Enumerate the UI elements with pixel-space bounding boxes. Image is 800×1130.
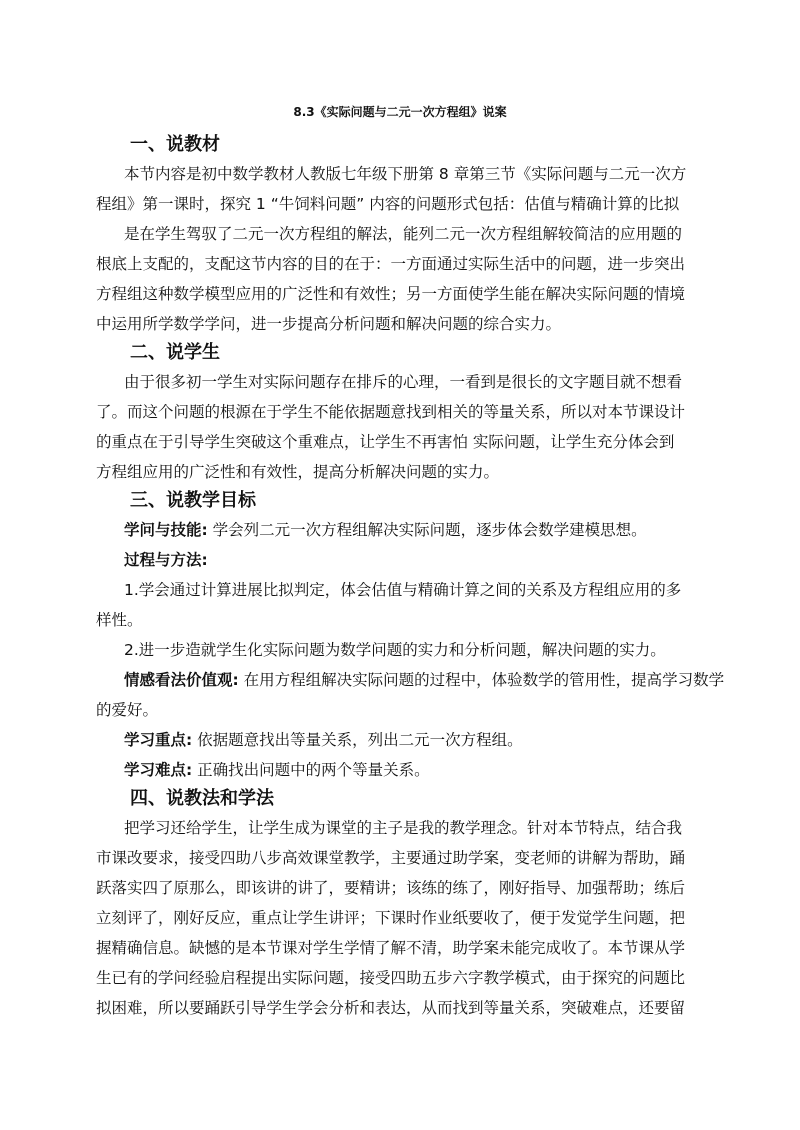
paragraph-line: 把学习还给学生，让学生成为课堂的主子是我的教学理念。针对本节特点，结合我	[124, 819, 683, 837]
paragraph-line: 握精确信息。缺憾的是本节课对学生学情了解不清，助学案未能完成收了。本节课从学	[96, 939, 686, 957]
objective-text: 学会列二元一次方程组解决实际问题，逐步体会数学建模思想。	[207, 521, 647, 539]
objective-label: 学习难点:	[124, 761, 193, 779]
objective-label: 学习重点:	[124, 731, 193, 749]
section-heading-textbook: 一、说教材	[130, 134, 220, 155]
section-heading-methods: 四、说教法和学法	[130, 788, 274, 809]
objective-text: 在用方程组解决实际问题的过程中，体验数学的管用性，提高学习数学	[238, 671, 725, 689]
paragraph-line: 了。而这个问题的根源在于学生不能依据题意找到相关的等量关系，所以对本节课设计	[96, 403, 686, 421]
paragraph-line: 的爱好。	[96, 701, 159, 719]
section-heading-students: 二、说学生	[130, 342, 220, 363]
objective-label: 情感看法价值观:	[124, 671, 239, 689]
paragraph-line: 拟困难，所以要踊跃引导学生学会分析和表达，从而找到等量关系，突破难点，还要留	[96, 999, 686, 1017]
paragraph-line: 的重点在于引导学生突破这个重难点，让学生不再害怕 实际问题，让学生充分体会到	[96, 433, 675, 451]
objective-difficulty	[124, 757, 430, 783]
paragraph-line: 方程组这种数学模型应用的广泛性和有效性；另一方面使学生能在解决实际问题的情境	[96, 285, 686, 303]
paragraph-line: 是在学生驾驭了二元一次方程组的解法，能列二元一次方程组解较简洁的应用题的	[124, 225, 683, 243]
paragraph-line: 程组》第一课时，探究 1 “牛饲料问题” 内容的问题形式包括：估值与精确计算的比拟	[96, 195, 680, 213]
objective-key-point	[124, 727, 523, 753]
objective-process	[124, 547, 208, 573]
paragraph-line: 样性。	[96, 611, 143, 629]
paragraph-line: 生已有的学问经验启程提出实际问题，接受四助五步六字教学模式，由于探究的问题比	[96, 969, 686, 987]
paragraph-line: 2.进一步造就学生化实际问题为数学问题的实力和分析问题，解决问题的实力。	[124, 641, 666, 659]
paragraph-line: 本节内容是初中数学教材人教版七年级下册第 8 章第三节《实际问题与二元一次方	[124, 165, 687, 183]
paragraph-line: 立刻评了，刚好反应，重点让学生讲评；下课时作业纸要收了，便于发觉学生问题，把	[96, 909, 686, 927]
objective-label: 过程与方法:	[124, 551, 208, 569]
objective-text: 依据题意找出等量关系，列出二元一次方程组。	[192, 731, 523, 749]
paragraph-line: 市课改要求，接受四助八步高效课堂教学，主要通过助学案，变老师的讲解为帮助，踊	[96, 849, 686, 867]
section-heading-objectives: 三、说教学目标	[130, 490, 256, 511]
objective-knowledge	[124, 517, 647, 543]
paragraph-line: 根底上支配的，支配这节内容的目的在于：一方面通过实际生活中的问题，进一步突出	[96, 255, 686, 273]
paragraph-line: 1.学会通过计算进展比拟判定，体会估值与精确计算之间的关系及方程组应用的多	[124, 581, 682, 599]
paragraph-line: 由于很多初一学生对实际问题存在排斥的心理，一看到是很长的文字题目就不想看	[124, 373, 683, 391]
paragraph-line: 方程组应用的广泛性和有效性，提高分析解决问题的实力。	[96, 463, 500, 481]
objective-label: 学问与技能:	[124, 521, 208, 539]
objective-text: 正确找出问题中的两个等量关系。	[192, 761, 430, 779]
document-title: 8.3《实际问题与二元一次方程组》说案	[293, 105, 507, 119]
paragraph-line: 中运用所学数学学问，进一步提高分析问题和解决问题的综合实力。	[96, 315, 562, 333]
objective-attitude	[124, 667, 724, 693]
paragraph-line: 跃落实四了原那么，即该讲的讲了，要精讲；该练的练了，刚好指导、加强帮助；练后	[96, 879, 686, 897]
